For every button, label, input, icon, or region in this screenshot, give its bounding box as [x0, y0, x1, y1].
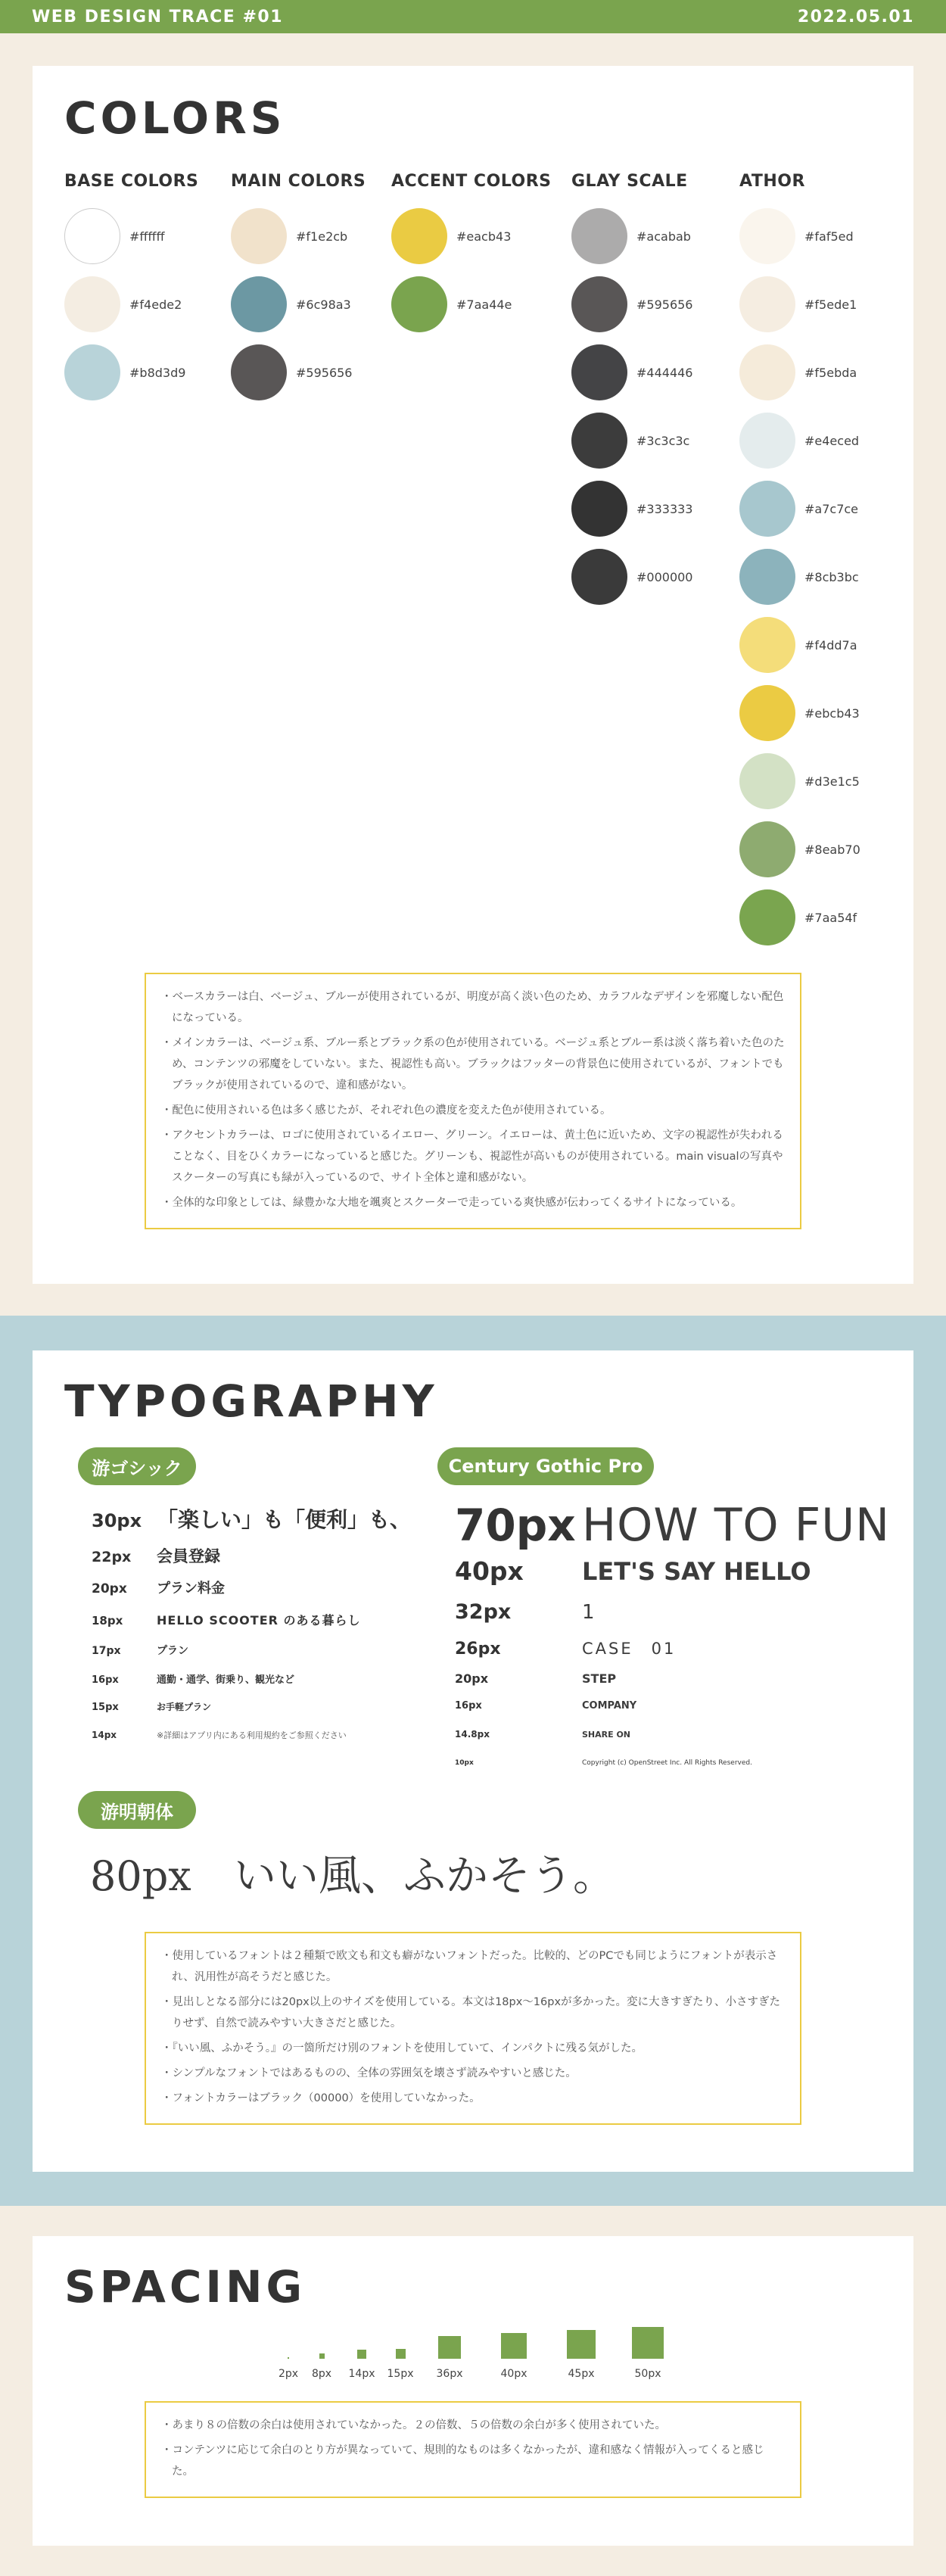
font-sample: CASE 01	[582, 1640, 677, 1658]
header-date: 2022.05.01	[797, 7, 914, 26]
font-sample: HOW TO FUN	[582, 1499, 891, 1552]
gothic-row-14	[92, 1729, 347, 1741]
color-circle	[739, 549, 795, 605]
color-hex-label: #595656	[636, 297, 693, 312]
note: ・シンプルなフォントではあるものの、全体の雰囲気を壊さず読みやすいと感じた。	[161, 2067, 577, 2079]
spacing-box	[319, 2353, 325, 2359]
font-sample: プラン料金	[157, 1581, 225, 1596]
font-size-label: 70px	[455, 1500, 576, 1551]
color-swatch	[739, 815, 860, 883]
color-hex-label: #f5ebda	[804, 365, 857, 380]
color-circle	[739, 208, 795, 264]
color-circle	[571, 413, 627, 469]
color-swatch	[571, 475, 692, 543]
font-size-label: 16px	[455, 1700, 482, 1712]
color-circle	[231, 276, 287, 332]
spacing-notes	[145, 2401, 801, 2498]
typography-notes	[145, 1932, 801, 2125]
font-size-label: 26px	[455, 1640, 501, 1659]
spacing-card	[33, 2236, 913, 2546]
font-sample: LET'S SAY HELLO	[582, 1557, 811, 1586]
font-size-label: 40px	[455, 1556, 524, 1586]
note: ・フォントカラーはブラック（00000）を使用していなかった。	[161, 2092, 481, 2104]
color-column	[391, 172, 552, 338]
spacing-box	[438, 2336, 461, 2359]
font-sample: プラン	[157, 1645, 188, 1657]
gothic-row-18	[92, 1611, 361, 1628]
color-circle	[571, 481, 627, 537]
color-hex-label: #faf5ed	[804, 229, 854, 244]
font-size-label: 20px	[92, 1581, 127, 1596]
color-circle	[231, 208, 287, 264]
font-size-label: 14px	[92, 1730, 117, 1740]
century-row-40	[455, 1556, 811, 1586]
mincho-font-label: 游明朝体	[78, 1791, 196, 1829]
spacing-label: 45px	[568, 2368, 595, 2380]
font-sample: 会員登録	[157, 1547, 220, 1565]
century-row-70	[455, 1499, 890, 1552]
font-sample: Copyright (c) OpenStreet Inc. All Rights Reserved.	[582, 1759, 752, 1767]
typography-section	[0, 1316, 946, 2206]
color-circle	[571, 549, 627, 605]
font-size-label: 10px	[455, 1759, 474, 1767]
color-swatch	[64, 338, 198, 406]
note: ・メインカラーは、ベージュ系、ブルー系とブラック系の色が使用されている。ベージュ系とブルー系は淡く落ち着いた色のため、コンテンツの邪魔をしていない。また、視認性も高い。ブラックはフッターの背景色に使用されているが、フォントでもブラックが使用されているので、違和感がない。	[161, 1037, 785, 1092]
color-circle	[739, 276, 795, 332]
color-circle	[571, 276, 627, 332]
color-column-title: GLAY SCALE	[571, 172, 688, 191]
spacing-label: 50px	[634, 2368, 661, 2380]
font-size-label: 30px	[92, 1510, 142, 1531]
font-size-label: 15px	[92, 1702, 119, 1713]
color-hex-label: #a7c7ce	[804, 501, 859, 516]
gothic-row-16	[92, 1671, 294, 1686]
century-row-32	[455, 1600, 595, 1624]
color-column	[64, 172, 198, 406]
header-title: WEB DESIGN TRACE #01	[32, 7, 284, 26]
font-sample: お手軽プラン	[157, 1702, 212, 1712]
century-row-14-8	[455, 1729, 630, 1740]
color-swatch	[739, 883, 860, 952]
color-hex-label: #000000	[636, 569, 693, 584]
color-circle	[739, 685, 795, 741]
gothic-row-17	[92, 1643, 188, 1658]
gothic-row-15	[92, 1700, 211, 1713]
spacing-box	[567, 2330, 596, 2359]
color-swatch	[571, 543, 692, 611]
color-swatch	[739, 270, 860, 338]
font-sample: ※詳細はアプリ内にある利用規約をご参照ください	[157, 1730, 347, 1740]
typography-card	[33, 1350, 913, 2172]
color-swatch	[739, 543, 860, 611]
color-swatch	[739, 202, 860, 270]
header-bar	[0, 0, 946, 33]
color-hex-label: #f1e2cb	[296, 229, 348, 244]
color-swatch	[231, 202, 366, 270]
gothic-row-30	[92, 1503, 411, 1534]
color-column	[231, 172, 366, 406]
font-sample: 1	[582, 1601, 595, 1624]
color-circle	[739, 413, 795, 469]
font-sample: いい風、ふかそう。	[234, 1852, 615, 1901]
color-hex-label: #444446	[636, 365, 693, 380]
century-row-10	[455, 1759, 752, 1767]
color-circle	[739, 753, 795, 809]
color-hex-label: #6c98a3	[296, 297, 351, 312]
color-circle	[571, 208, 627, 264]
note: ・ベースカラーは白、ベージュ、ブルーが使用されているが、明度が高く淡い色のため、カラフルなデザインを邪魔しない配色になっている。	[161, 991, 784, 1024]
century-row-16	[455, 1700, 636, 1712]
colors-section	[0, 33, 946, 1316]
note: ・アクセントカラーは、ロゴに使用されているイエロー、グリーン。イエローは、黄土色に近いため、文字の視認性が失われることなく、目をひくカラーになっていると感じた。グリーンも、視認性が高いものが使用されている。main visualの写真やスクーターの写真にも緑が入っているので、サイト全体と違和感がない。	[161, 1129, 783, 1184]
font-sample: SHARE ON	[582, 1730, 631, 1740]
color-hex-label: #eacb43	[456, 229, 512, 244]
color-hex-label: #333333	[636, 501, 693, 516]
color-circle	[739, 481, 795, 537]
spacing-label: 8px	[311, 2368, 332, 2380]
spacing-label: 14px	[348, 2368, 375, 2380]
color-swatch	[739, 611, 860, 679]
color-swatch	[739, 747, 860, 815]
color-swatch	[739, 475, 860, 543]
note: ・使用しているフォントは２種類で欧文も和文も癖がないフォントだった。比較的、どのPCでも同じようにフォントが表示され、汎用性が高そうだと感じた。	[161, 1950, 778, 1983]
color-hex-label: #7aa54f	[804, 910, 857, 925]
font-sample: COMPANY	[582, 1700, 637, 1712]
color-hex-label: #8cb3bc	[804, 569, 859, 584]
font-size-label: 14.8px	[455, 1729, 490, 1740]
color-swatch	[231, 270, 366, 338]
color-swatch	[739, 338, 860, 406]
font-size-label: 16px	[92, 1674, 119, 1686]
color-hex-label: #d3e1c5	[804, 774, 860, 789]
color-circle	[739, 889, 795, 945]
color-hex-label: #8eab70	[804, 842, 860, 857]
color-hex-label: #f5ede1	[804, 297, 857, 312]
color-swatch	[391, 202, 552, 270]
note: ・全体的な印象としては、緑豊かな大地を颯爽とスクーターで走っている爽快感が伝わってくるサイトになっている。	[161, 1197, 742, 1209]
spacing-box	[357, 2350, 366, 2359]
mincho-row-80	[90, 1842, 615, 1903]
spacing-label: 40px	[500, 2368, 527, 2380]
color-hex-label: #3c3c3c	[636, 433, 690, 448]
gothic-font-label: 游ゴシック	[78, 1447, 196, 1485]
gothic-row-20	[92, 1578, 225, 1597]
note: ・あまり８の倍数の余白は使用されていなかった。２の倍数、５の倍数の余白が多く使用されていた。	[161, 2419, 666, 2431]
colors-card	[33, 66, 913, 1284]
color-circle	[391, 208, 447, 264]
color-circle	[231, 344, 287, 400]
color-hex-label: #595656	[296, 365, 353, 380]
color-column	[571, 172, 692, 611]
font-size-label: 20px	[455, 1671, 489, 1686]
century-font-label: Century Gothic Pro	[437, 1447, 654, 1485]
century-row-26	[455, 1637, 676, 1659]
color-circle	[571, 344, 627, 400]
note: ・見出しとなる部分には20px以上のサイズを使用している。本文は18px〜16pxが多かった。変に大きすぎたり、小さすぎたりせず、自然で読みやすい大きさだと感じた。	[161, 1996, 781, 2029]
color-hex-label: #7aa44e	[456, 297, 512, 312]
color-column-title: ATHOR	[739, 172, 805, 191]
color-circle	[64, 276, 120, 332]
color-circle	[739, 344, 795, 400]
font-sample: 「楽しい」も「便利」も、	[157, 1507, 412, 1532]
gothic-row-22	[92, 1544, 220, 1567]
color-swatch	[64, 202, 198, 270]
spacing-label: 36px	[436, 2368, 463, 2380]
color-hex-label: #f4dd7a	[804, 637, 857, 653]
colors-title: COLORS	[64, 92, 286, 144]
font-size-label: 17px	[92, 1645, 121, 1657]
spacing-box	[288, 2357, 289, 2359]
note: ・配色に使用されいる色は多く感じたが、それぞれ色の濃度を変えた色が使用されている。	[161, 1104, 611, 1117]
color-hex-label: #acabab	[636, 229, 691, 244]
font-size-label: 32px	[455, 1600, 512, 1624]
color-swatch	[64, 270, 198, 338]
color-swatch	[571, 338, 692, 406]
font-size-label: 80px	[90, 1852, 191, 1900]
font-size-label: 18px	[92, 1614, 123, 1628]
color-swatch	[231, 338, 366, 406]
color-column-title: MAIN COLORS	[231, 172, 366, 191]
typography-title: TYPOGRAPHY	[64, 1375, 438, 1427]
color-swatch	[571, 270, 692, 338]
note: ・『いい風、ふかそう。』の一箇所だけ別のフォントを使用していて、インパクトに残る気がした。	[161, 2042, 643, 2054]
century-row-20	[455, 1671, 616, 1686]
color-swatch	[739, 679, 860, 747]
color-hex-label: #e4eced	[804, 433, 860, 448]
font-sample: STEP	[582, 1671, 617, 1686]
color-swatch	[571, 406, 692, 475]
color-column-title: BASE COLORS	[64, 172, 199, 191]
color-circle	[739, 617, 795, 673]
font-sample: HELLO SCOOTER のある暮らし	[157, 1613, 361, 1628]
color-swatch	[739, 406, 860, 475]
color-column	[739, 172, 860, 952]
color-circle	[391, 276, 447, 332]
note: ・コンテンツに応じて余白のとり方が異なっていて、規則的なものは多くなかったが、違和感なく情報が入ってくると感じた。	[161, 2444, 764, 2478]
spacing-label: 15px	[387, 2368, 414, 2380]
color-hex-label: #ebcb43	[804, 706, 860, 721]
color-circle	[64, 208, 120, 264]
color-circle	[739, 821, 795, 877]
spacing-box	[396, 2349, 406, 2359]
font-sample: 通勤・通学、街乗り、観光など	[157, 1674, 295, 1686]
font-size-label: 22px	[92, 1549, 132, 1565]
color-circle	[64, 344, 120, 400]
color-swatch	[391, 270, 552, 338]
color-hex-label: #f4ede2	[129, 297, 182, 312]
colors-notes	[145, 973, 801, 1229]
color-column-title: ACCENT COLORS	[391, 172, 552, 191]
spacing-box	[501, 2333, 527, 2359]
spacing-box	[632, 2327, 664, 2359]
color-hex-label: #b8d3d9	[129, 365, 186, 380]
spacing-title: SPACING	[64, 2261, 307, 2313]
color-swatch	[571, 202, 692, 270]
spacing-section	[0, 2206, 946, 2576]
spacing-label: 2px	[278, 2368, 299, 2380]
color-hex-label: #ffffff	[129, 229, 165, 244]
